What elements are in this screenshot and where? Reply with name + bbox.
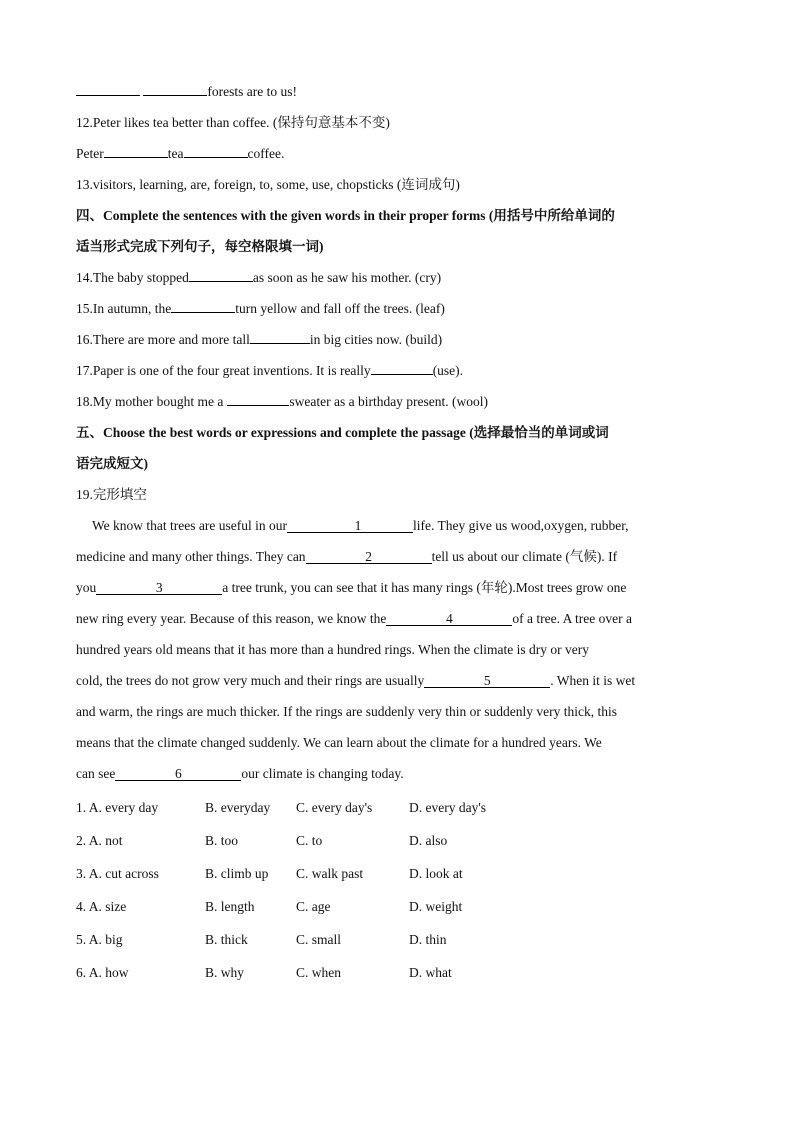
option-a[interactable]: 3. A. cut across	[76, 866, 159, 881]
passage-line	[76, 510, 718, 541]
answer-blank[interactable]	[171, 298, 235, 313]
q11-text: forests are to us!	[207, 84, 297, 99]
passage-line	[76, 758, 718, 789]
option-d[interactable]: D. also	[409, 833, 448, 848]
option-a[interactable]: 1. A. every day	[76, 800, 159, 815]
question-11-line	[76, 76, 718, 107]
passage-line: hundred years old means that it has more than a hundred rings. When the climate is dry or very	[76, 642, 589, 657]
passage-text: you	[76, 580, 97, 595]
option-c[interactable]: C. age	[296, 899, 331, 914]
option-a[interactable]: 4. A. size	[76, 899, 127, 914]
question-18	[76, 386, 718, 417]
cloze-passage	[76, 510, 718, 789]
passage-text: our climate is changing today.	[241, 766, 404, 781]
answer-blank[interactable]	[227, 391, 289, 406]
option-b[interactable]: B. climb up	[205, 866, 269, 881]
question-13-prompt: 13.visitors, learning, are, foreign, to, some, use, chopsticks (连词成句)	[76, 177, 460, 192]
option-d[interactable]: D. thin	[409, 932, 447, 947]
option-row-5	[76, 923, 718, 956]
question-14	[76, 262, 718, 293]
passage-text: tell us about our climate (气候). If	[431, 549, 618, 564]
cloze-blank-6[interactable]: 6	[115, 766, 241, 781]
answer-blank[interactable]	[371, 360, 433, 375]
passage-line	[76, 572, 718, 603]
passage-text: . When it is wet	[550, 673, 636, 688]
question-15	[76, 293, 718, 324]
cloze-blank-3[interactable]: 3	[96, 580, 222, 595]
q16-text: 16.There are more and more tall	[76, 332, 250, 347]
option-c[interactable]: C. walk past	[296, 866, 364, 881]
option-row-2	[76, 824, 718, 857]
passage-text: a tree trunk, you can see that it has many rings (年轮).Most trees grow one	[222, 580, 627, 595]
option-b[interactable]: B. too	[205, 833, 239, 848]
q12-word: coffee.	[247, 146, 285, 161]
option-b[interactable]: B. why	[205, 965, 245, 980]
answer-blank[interactable]	[104, 143, 168, 158]
cloze-blank-5[interactable]: 5	[424, 673, 550, 688]
passage-line	[76, 603, 718, 634]
passage-text: medicine and many other things. They can	[76, 549, 306, 564]
passage-line: means that the climate changed suddenly. We can learn about the climate for a hundred years. We	[76, 735, 602, 750]
question-16	[76, 324, 718, 355]
question-12-prompt: 12.Peter likes tea better than coffee. (保持句意基本不变)	[76, 115, 390, 130]
passage-text: new ring every year. Because of this reason, we know the	[76, 611, 387, 626]
q15-text: 15.In autumn, the	[76, 301, 172, 316]
option-d[interactable]: D. what	[409, 965, 452, 980]
passage-text: can see	[76, 766, 116, 781]
option-d[interactable]: D. look at	[409, 866, 463, 881]
section-5-heading-cont: 语完成短文)	[76, 456, 148, 471]
section-5-heading: 五、Choose the best words or expressions and complete the passage (选择最恰当的单词或词	[76, 425, 609, 440]
answer-blank[interactable]	[189, 267, 253, 282]
q16-text: in big cities now. (build)	[309, 332, 443, 347]
passage-line	[76, 665, 718, 696]
answer-blank[interactable]	[76, 81, 140, 96]
q12-word: Peter	[76, 146, 104, 161]
option-row-6	[76, 956, 718, 989]
option-d[interactable]: D. weight	[409, 899, 463, 914]
option-row-4	[76, 890, 718, 923]
option-c[interactable]: C. every day's	[296, 800, 373, 815]
q14-text: 14.The baby stopped	[76, 270, 189, 285]
option-c[interactable]: C. to	[296, 833, 323, 848]
option-row-1	[76, 791, 718, 824]
passage-text: cold, the trees do not grow very much and their rings are usually	[76, 673, 425, 688]
cloze-blank-1[interactable]: 1	[287, 518, 413, 533]
answer-blank[interactable]	[184, 143, 248, 158]
option-d[interactable]: D. every day's	[409, 800, 487, 815]
passage-line: and warm, the rings are much thicker. If the rings are suddenly very thin or suddenly very thick, this	[76, 704, 617, 719]
question-12-answer-line	[76, 138, 718, 169]
question-19-title: 19.完形填空	[76, 487, 147, 502]
q18-text: 18.My mother bought me a	[76, 394, 224, 409]
q18-text: sweater as a birthday present. (wool)	[289, 394, 489, 409]
passage-text: We know that trees are useful in our	[92, 518, 287, 533]
option-c[interactable]: C. small	[296, 932, 342, 947]
option-a[interactable]: 2. A. not	[76, 833, 123, 848]
answer-blank[interactable]	[250, 329, 310, 344]
answer-blank[interactable]	[143, 81, 207, 96]
option-row-3	[76, 857, 718, 890]
option-b[interactable]: B. thick	[205, 932, 248, 947]
q17-text: 17.Paper is one of the four great inventions. It is really	[76, 363, 371, 378]
passage-text: of a tree. A tree over a	[512, 611, 632, 626]
question-17	[76, 355, 718, 386]
q17-text: (use).	[432, 363, 464, 378]
section-4-heading-cont: 适当形式完成下列句子，每空格限填一词)	[76, 239, 324, 254]
option-c[interactable]: C. when	[296, 965, 341, 980]
option-b[interactable]: B. length	[205, 899, 255, 914]
cloze-blank-2[interactable]: 2	[306, 549, 432, 564]
q15-text: turn yellow and fall off the trees. (leaf)	[235, 301, 445, 316]
passage-line	[76, 541, 718, 572]
option-a[interactable]: 6. A. how	[76, 965, 129, 980]
cloze-blank-4[interactable]: 4	[386, 611, 512, 626]
section-4-heading: 四、Complete the sentences with the given words in their proper forms (用括号中所给单词的	[76, 208, 615, 223]
worksheet-page	[76, 76, 718, 989]
q12-word: tea	[167, 146, 184, 161]
option-a[interactable]: 5. A. big	[76, 932, 123, 947]
q14-text: as soon as he saw his mother. (cry)	[252, 270, 442, 285]
option-b[interactable]: B. everyday	[205, 800, 271, 815]
answer-options	[76, 791, 718, 989]
passage-text: life. They give us wood,oxygen, rubber,	[412, 518, 629, 533]
